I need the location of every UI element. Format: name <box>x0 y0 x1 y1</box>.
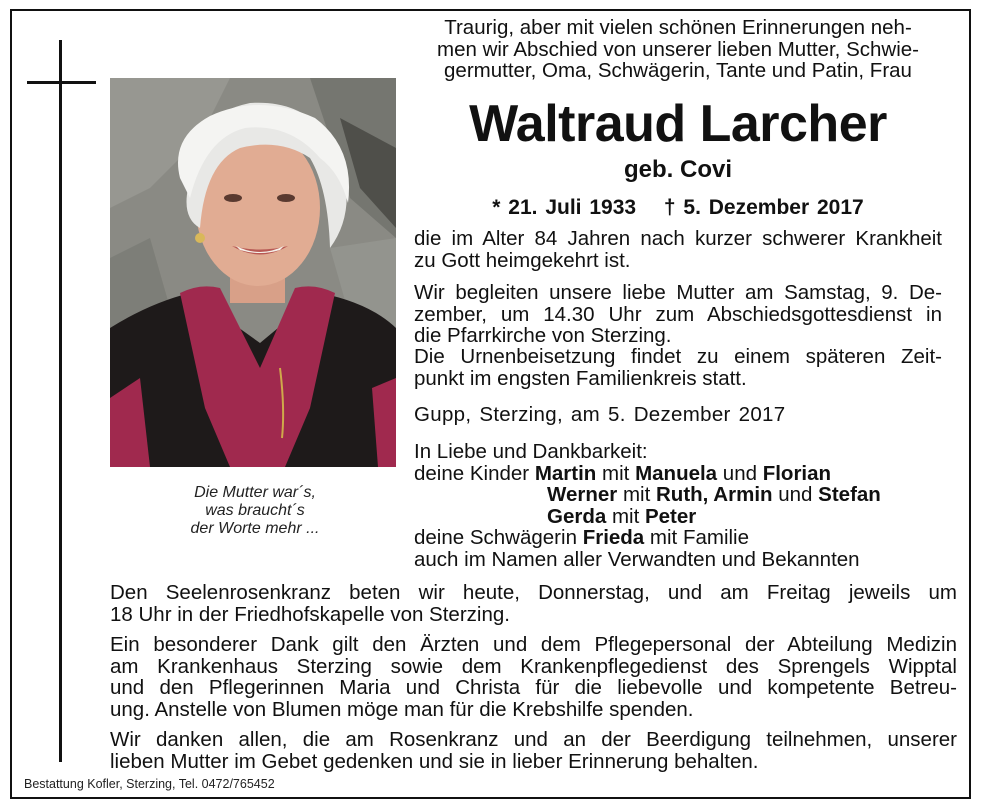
intro-line: men wir Abschied von unserer lieben Mutter, Schwie- <box>437 37 919 61</box>
urn-line: Die Urnenbeisetzung findet zu einem späteren Zeit- <box>414 345 942 368</box>
kids-line-1 <box>414 463 942 485</box>
kid-name: Werner <box>547 483 618 506</box>
partner-name: Peter <box>644 504 697 528</box>
kids-prefix: deine Kinder <box>414 461 530 485</box>
service-line: Wir begleiten unsere liebe Mutter am Samstag, 9. De- <box>414 281 942 304</box>
kids-line-3 <box>414 506 942 528</box>
place-date: Gupp, Sterzing, am 5. Dezember 2017 <box>414 403 786 426</box>
deceased-name: Waltraud Larcher <box>469 95 887 153</box>
thanks-line: ung. Anstelle von Blumen möge man für die Krebshilfe spenden. <box>110 697 694 721</box>
thanks-line: am Krankenhaus Sterzing sowie dem Krankenpflegedienst des Sprengels Wipptal <box>110 654 957 678</box>
death-date: † 5. Dezember 2017 <box>663 196 864 219</box>
urn-paragraph <box>414 346 942 389</box>
thanks-line: und den Pflegerinnen Maria und Christa für die liebevolle und kompetente Betreu- <box>110 676 957 699</box>
birth-name: geb. Covi <box>623 156 732 183</box>
age-line: die im Alter 84 Jahren nach kurzer schwerer Krankheit <box>414 227 942 250</box>
closing-line: Wir danken allen, die am Rosenkranz und an der Beerdigung teilnehmen, unserer <box>110 728 957 751</box>
photo-quote <box>160 484 350 538</box>
grandchild-name: Florian <box>762 461 832 485</box>
urn-line: punkt im engsten Familienkreis statt. <box>414 366 747 390</box>
birth-date: * 21. Juli 1933 <box>492 196 637 219</box>
connector: mit <box>602 461 630 485</box>
thanks-line: Ein besonderer Dank gilt den Ärzten und dem Pflegepersonal der Abteilung Medizin <box>110 633 957 656</box>
kid-name: Gerda <box>547 504 607 528</box>
service-line: zember, um 14.30 Uhr zum Abschiedsgottesdienst in <box>414 302 942 326</box>
quote-line: was braucht´s <box>205 502 305 519</box>
connector: und <box>722 461 758 485</box>
life-dates <box>414 196 942 220</box>
grandchild-name: Stefan <box>818 483 881 506</box>
thanks-paragraph <box>110 634 957 720</box>
sister-line <box>414 527 942 549</box>
rosary-line: 18 Uhr in der Friedhofskapelle von Sterzing. <box>110 602 510 626</box>
family-section <box>414 441 942 570</box>
intro-paragraph <box>414 17 942 82</box>
relatives-line: auch im Namen aller Verwandten und Bekannten <box>414 547 860 571</box>
portrait-photo <box>110 78 396 467</box>
quote-line: Die Mutter war´s, <box>194 484 316 501</box>
intro-line: Traurig, aber mit vielen schönen Erinnerungen neh- <box>444 16 912 39</box>
connector: mit <box>611 504 640 528</box>
age-line: zu Gott heimgekehrt ist. <box>414 248 631 272</box>
sister-prefix: deine Schwägerin <box>414 526 577 549</box>
love-line: In Liebe und Dankbarkeit: <box>414 440 648 463</box>
partner-name: Ruth, Armin <box>656 483 773 506</box>
sister-name: Frieda <box>582 526 645 549</box>
cross-horizontal-bar <box>27 81 96 84</box>
service-paragraph <box>414 282 942 347</box>
kid-name: Martin <box>534 461 597 485</box>
cross-vertical-bar <box>59 40 62 762</box>
portrait-illustration <box>110 78 396 467</box>
intro-line: germutter, Oma, Schwägerin, Tante und Patin, Frau <box>444 59 912 82</box>
sister-suffix: mit Familie <box>649 526 750 549</box>
closing-paragraph <box>110 729 957 772</box>
partner-name: Manuela <box>635 461 718 485</box>
service-line: die Pfarrkirche von Sterzing. <box>414 324 672 347</box>
kids-line-2 <box>414 484 942 506</box>
quote-line: der Worte mehr ... <box>190 520 320 537</box>
rosary-line: Den Seelenrosenkranz beten wir heute, Donnerstag, und am Freitag jeweils um <box>110 581 957 604</box>
closing-line: lieben Mutter im Gebet gedenken und sie in lieber Erinnerung behalten. <box>110 749 759 773</box>
rosary-paragraph <box>110 582 957 625</box>
age-paragraph <box>414 228 942 271</box>
connector: und <box>778 483 813 506</box>
connector: mit <box>622 483 651 506</box>
funeral-home-credit: Bestattung Kofler, Sterzing, Tel. 0472/765452 <box>24 777 275 791</box>
